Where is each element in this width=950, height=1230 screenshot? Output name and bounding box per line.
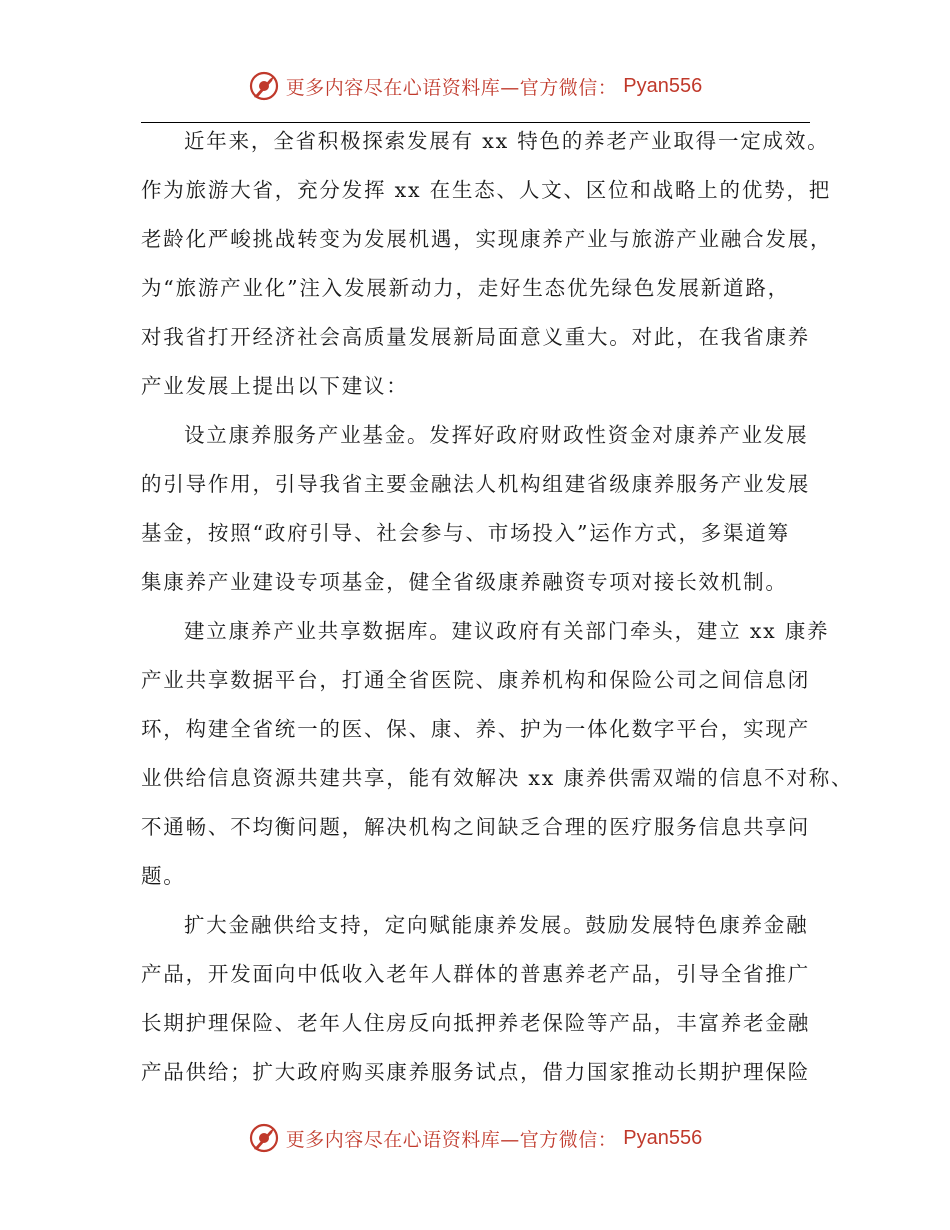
paragraph-first-line: 近年来，全省积极探索发展有 xx 特色的养老产业取得一定成效。 bbox=[184, 129, 830, 153]
paragraph-line: 产品供给；扩大政府购买康养服务试点，借力国家推动长期护理保险 bbox=[141, 1060, 810, 1084]
header-divider bbox=[141, 122, 810, 123]
paragraph-first-line: 设立康养服务产业基金。发挥好政府财政性资金对康养产业发展 bbox=[184, 423, 809, 447]
paragraph-line: 对我省打开经济社会高质量发展新局面意义重大。对此，在我省康养 bbox=[141, 325, 810, 349]
paragraph-line: 集康养产业建设专项基金，健全省级康养融资专项对接长效机制。 bbox=[141, 570, 788, 594]
paragraph-line: 作为旅游大省，充分发挥 xx 在生态、人文、区位和战略上的优势，把 bbox=[141, 178, 832, 202]
paragraph-first-line: 扩大金融供给支持，定向赋能康养发展。鼓励发展特色康养金融 bbox=[184, 913, 809, 937]
paragraph-line: 产品，开发面向中低收入老年人群体的普惠养老产品，引导全省推广 bbox=[141, 962, 810, 986]
footer-wechat-id: Pyan556 bbox=[623, 1126, 703, 1149]
document-body bbox=[141, 124, 854, 1104]
paragraph-line: 为“旅游产业化”注入发展新动力，走好生态优先绿色发展新道路， bbox=[141, 276, 790, 300]
paragraph-line: 基金，按照“政府引导、社会参与、市场投入”运作方式，多渠道筹 bbox=[141, 521, 790, 545]
header-wechat-id: Pyan556 bbox=[623, 74, 703, 97]
header-banner-text: 更多内容尽在心语资料库—官方微信： bbox=[285, 76, 618, 99]
paragraph-line: 不通畅、不均衡问题，解决机构之间缺乏合理的医疗服务信息共享问 bbox=[141, 815, 810, 839]
paragraph-line: 长期护理保险、老年人住房反向抵押养老保险等产品，丰富养老金融 bbox=[141, 1011, 810, 1035]
paragraph-line: 业供给信息资源共建共享，能有效解决 xx 康养供需双端的信息不对称、 bbox=[141, 766, 854, 790]
footer-banner bbox=[0, 1122, 950, 1162]
paragraph-line: 的引导作用，引导我省主要金融法人机构组建省级康养服务产业发展 bbox=[141, 472, 810, 496]
paragraph-line: 题。 bbox=[141, 864, 186, 888]
brush-logo-icon bbox=[248, 70, 280, 102]
header-banner bbox=[0, 70, 950, 110]
paragraph-line: 产业发展上提出以下建议： bbox=[141, 374, 409, 398]
paragraph-line: 环，构建全省统一的医、保、康、养、护为一体化数字平台，实现产 bbox=[141, 717, 810, 741]
paragraph-line: 老龄化严峻挑战转变为发展机遇，实现康养产业与旅游产业融合发展， bbox=[141, 227, 833, 251]
brush-logo-icon bbox=[248, 1122, 280, 1154]
paragraph-line: 产业共享数据平台，打通全省医院、康养机构和保险公司之间信息闭 bbox=[141, 668, 810, 692]
paragraph-first-line: 建立康养产业共享数据库。建议政府有关部门牵头，建立 xx 康养 bbox=[184, 619, 830, 643]
footer-banner-text: 更多内容尽在心语资料库—官方微信： bbox=[285, 1128, 618, 1151]
